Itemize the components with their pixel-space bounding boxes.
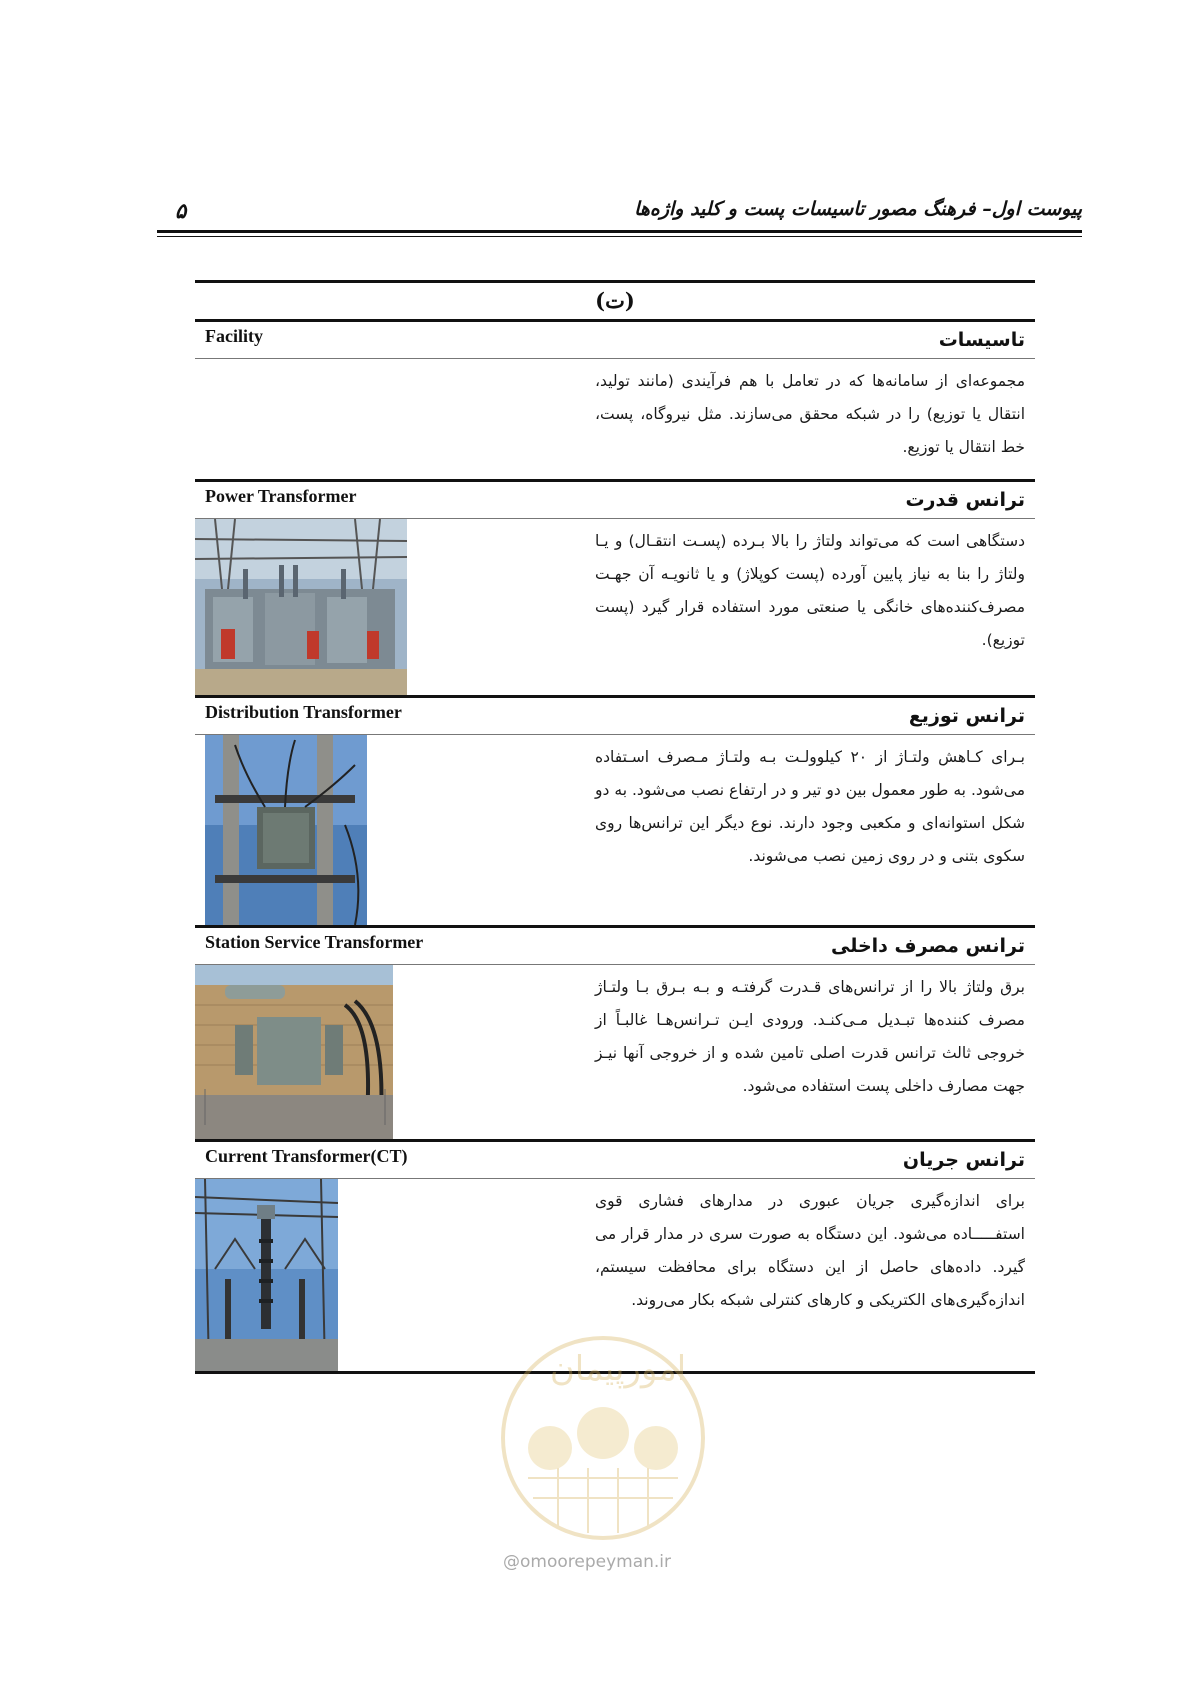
glossary-entry-body <box>195 359 1035 479</box>
english-term: Current Transformer(CT) <box>205 1146 408 1166</box>
current-transformer-photo <box>195 1179 338 1371</box>
term-description: بـرای کـاهش ولتـاژ از ۲۰ کیلوولـت بـه ولتـاژ مـصرف اسـتفاده می‌شود. به طور معمول بین دو تیر و در ارتفاع نصب می‌شود. به دو شکل استوانه‌ای و مکعبی وجود دارند. نوع دیگر این ترانس‌ها روی سکوی بتنی و در روی زمین نصب می‌شوند. <box>595 748 1025 865</box>
section-letter: (ت) <box>595 288 635 313</box>
term-description: برای اندازه‌گیری جریان عبوری در مدارهای فشاری قوی استفـــــاده می‌شود. این دستگاه به صورت سری در مدار قرار می گیرد. داده‌های حاصل از این دستگاه برای محافظت سیستم، اندازه‌گیری‌های الکتریکی و کارهای کنترلی شبکه بکار می‌روند. <box>595 1192 1025 1309</box>
term-description: برق ولتاژ بالا را از ترانس‌های قـدرت گرفتـه و بـه بـرق بـا ولتـاژ مصرف کننده‌ها تبـدیل مـی‌کنـد. ورودی ایـن تـرانس‌هـا غالبـاً از خروجی ثالث ترانس قدرت اصلی تامین شده و از خروجی آنها نیـز جهت مصارف داخلی پست استفاده می‌شود. <box>595 978 1025 1095</box>
persian-term: ترانس قدرت <box>905 489 1025 511</box>
glossary-entry-header <box>195 322 1035 358</box>
glossary-entry-body <box>195 519 1035 695</box>
persian-term: تاسیسات <box>938 329 1025 351</box>
english-term: Power Transformer <box>205 486 357 506</box>
header-rule-thin <box>157 236 1082 237</box>
page-header <box>157 190 1082 230</box>
station-service-transformer-photo <box>195 965 393 1139</box>
power-transformer-photo <box>195 519 407 695</box>
watermark-url: @omoorepeyman.ir <box>503 1552 672 1572</box>
glossary-entry-body <box>195 965 1035 1139</box>
glossary-table <box>195 280 1035 1374</box>
persian-term: ترانس مصرف داخلی <box>831 935 1025 957</box>
english-term: Station Service Transformer <box>205 932 424 952</box>
term-description: مجموعه‌ای از سامانه‌ها که در تعامل با هم فرآیندی (مانند تولید، انتقال یا توزیع) را در شبکه محقق می‌سازند. مثل نیروگاه، پست، خط انتقال یا توزیع. <box>595 372 1025 456</box>
page-number: ۵ <box>175 198 187 223</box>
watermark-logo-text: امورپیمان <box>549 1349 687 1389</box>
persian-term: ترانس توزیع <box>908 705 1025 727</box>
glossary-entry-header <box>195 698 1035 734</box>
english-term: Distribution Transformer <box>205 702 402 722</box>
glossary-entry-body <box>195 735 1035 925</box>
persian-term: ترانس جریان <box>902 1149 1025 1171</box>
english-term: Facility <box>205 326 263 346</box>
distribution-transformer-photo <box>205 735 367 925</box>
glossary-entry-header <box>195 1142 1035 1178</box>
header-rule <box>157 230 1082 233</box>
watermark-logo <box>488 1328 718 1568</box>
running-title: پیوست اول– فرهنگ مصور تاسیسات پست و کلید واژه‌ها <box>634 198 1082 220</box>
glossary-entry-header <box>195 928 1035 964</box>
term-description: دستگاهی است که می‌تواند ولتاژ را بالا بـرده (پسـت انتقـال) و یـا ولتاژ را بنا به نیاز پایین آورده (پست کوپلاژ) و یا ثانویـه آن جهـت مصرف‌کننده‌های خانگی یا صنعتی مورد استفاده قرار گیرد (پست توزیع). <box>595 532 1025 649</box>
glossary-entry-header <box>195 482 1035 518</box>
